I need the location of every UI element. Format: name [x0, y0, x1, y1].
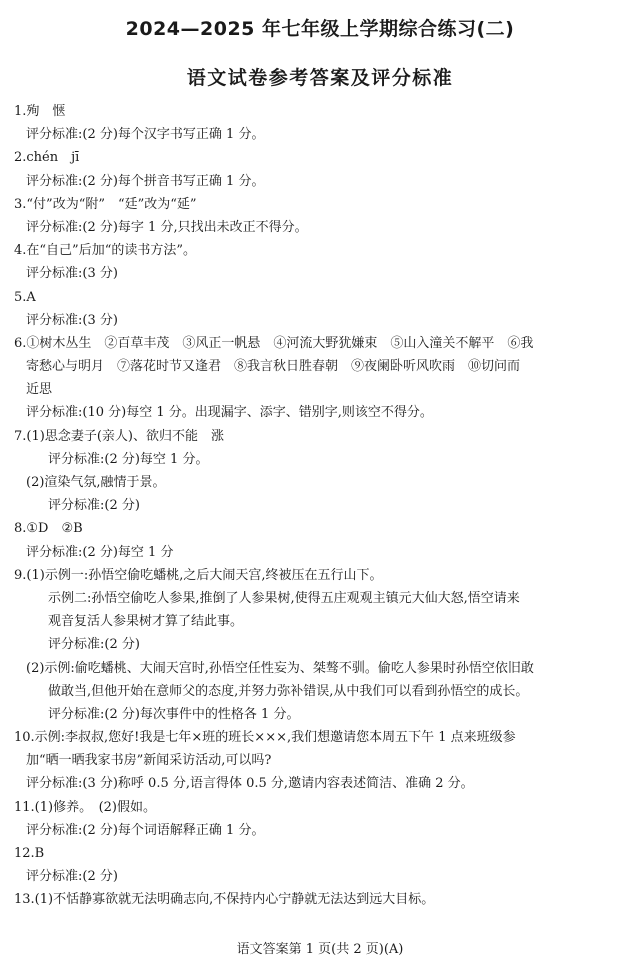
answer-line: (2)渲染气氛,融情于景。: [26, 475, 166, 490]
answer-line: 13.(1)不恬静寡欲就无法明确志向,不保持内心宁静就无法达到远大目标。: [14, 892, 435, 908]
answer-line: 3.“付”改为“附” “廷”改为“延”: [14, 196, 197, 212]
answer-line: 评分标准:(2 分)每次事件中的性格各 1 分。: [48, 706, 300, 722]
answer-line: 做敢当,但他开始在意师父的态度,并努力弥补错误,从中我们可以看到孙悟空的成长。: [48, 683, 529, 699]
answer-line: 1.殉 惬: [14, 104, 66, 119]
answer-line: 评分标准:(2 分)每空 1 分。: [48, 451, 209, 467]
answer-line: 评分标准:(2 分)每个拼音书写正确 1 分。: [26, 173, 265, 189]
answer-list: [0, 100, 640, 912]
answer-line: 12.B: [14, 846, 45, 861]
answer-line: 评分标准:(3 分): [26, 312, 118, 328]
answer-line: 7.(1)思念妻子(亲人)、欲归不能 涨: [14, 428, 224, 444]
answer-line: 评分标准:(3 分): [26, 266, 118, 282]
document-subtitle: 语文试卷参考答案及评分标准: [186, 67, 454, 89]
answer-line: 加“晒一晒我家书房”新闻采访活动,可以吗?: [26, 753, 272, 769]
answer-line: 评分标准:(2 分)每个词语解释正确 1 分。: [26, 822, 265, 838]
answer-line: 评分标准:(2 分): [26, 869, 118, 885]
answer-line: 10.示例:李叔叔,您好!我是七年×班的班长×××,我们想邀请您本周五下午 1 点来班级参: [14, 730, 516, 746]
document-title: 2024—2025 年七年级上学期综合练习(二): [125, 18, 515, 40]
answer-line: 6.①树木丛生 ②百草丰茂 ③风正一帆悬 ④河流大野犹嫌束 ⑤山入潼关不解平 ⑥我: [14, 335, 534, 351]
answer-line: (2)示例:偷吃蟠桃、大闹天宫时,孙悟空任性妄为、桀骜不驯。偷吃人参果时孙悟空依旧敢: [26, 660, 534, 676]
answer-line: 5.A: [14, 289, 36, 305]
answer-line: 11.(1)修养。 (2)假如。: [14, 799, 157, 815]
answer-line: 评分标准:(2 分)每字 1 分,只找出未改正不得分。: [26, 219, 308, 235]
answer-line: 评分标准:(3 分)称呼 0.5 分,语言得体 0.5 分,邀请内容表述简洁、准确 2 分。: [26, 776, 474, 792]
answer-line: 评分标准:(2 分): [48, 498, 140, 514]
answer-line: 4.在“自己”后加“的读书方法”。: [14, 243, 196, 259]
answer-line: 寄愁心与明月 ⑦落花时节又逢君 ⑧我言秋日胜春朝 ⑨夜阑卧听风吹雨 ⑩切问而: [26, 359, 521, 375]
answer-line: 观音复活人参果树才算了结此事。: [48, 614, 244, 630]
answer-line: 示例二:孙悟空偷吃人参果,推倒了人参果树,使得五庄观观主镇元大仙大怒,悟空请来: [48, 590, 520, 606]
answer-line: 8.①D ②B: [14, 521, 83, 537]
answer-line: 评分标准:(10 分)每空 1 分。出现漏字、添字、错别字,则该空不得分。: [26, 405, 433, 421]
answer-line: 2.chén jī: [14, 150, 80, 166]
answer-line: 近思: [26, 382, 53, 398]
answer-line: 评分标准:(2 分): [48, 637, 140, 653]
page-footer: 语文答案第 1 页(共 2 页)(A): [236, 942, 404, 957]
answer-line: 9.(1)示例一:孙悟空偷吃蟠桃,之后大闹天宫,终被压在五行山下。: [14, 567, 383, 583]
answer-line: 评分标准:(2 分)每个汉字书写正确 1 分。: [26, 127, 265, 143]
answer-line: 评分标准:(2 分)每空 1 分: [26, 544, 174, 560]
